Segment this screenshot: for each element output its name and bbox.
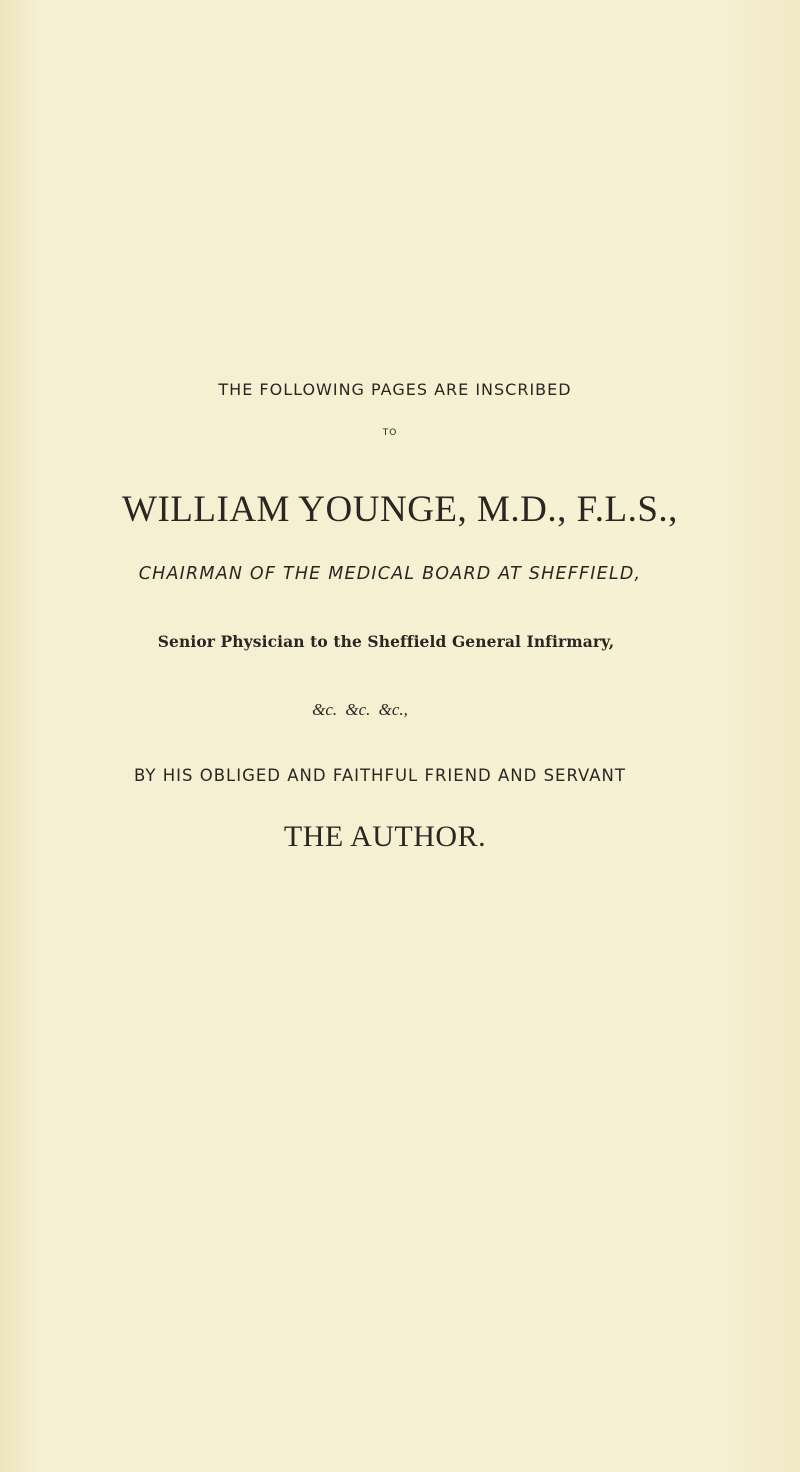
by-line: BY HIS OBLIGED AND FAITHFUL FRIEND AND SERVANT: [134, 766, 626, 785]
inscribed-line: THE FOLLOWING PAGES ARE INSCRIBED: [218, 380, 572, 399]
dedicatee-name: WILLIAM YOUNGE, M.D., F.L.S.,: [122, 489, 678, 530]
to-line: TO: [382, 428, 398, 438]
position-line: Senior Physician to the Sheffield General Infirmary,: [157, 632, 615, 651]
etc-line: &c. &c. &c.,: [312, 700, 408, 719]
chairman-line: CHAIRMAN OF THE MEDICAL BOARD AT SHEFFIELD,: [138, 564, 642, 584]
author-line: THE AUTHOR.: [283, 820, 487, 853]
